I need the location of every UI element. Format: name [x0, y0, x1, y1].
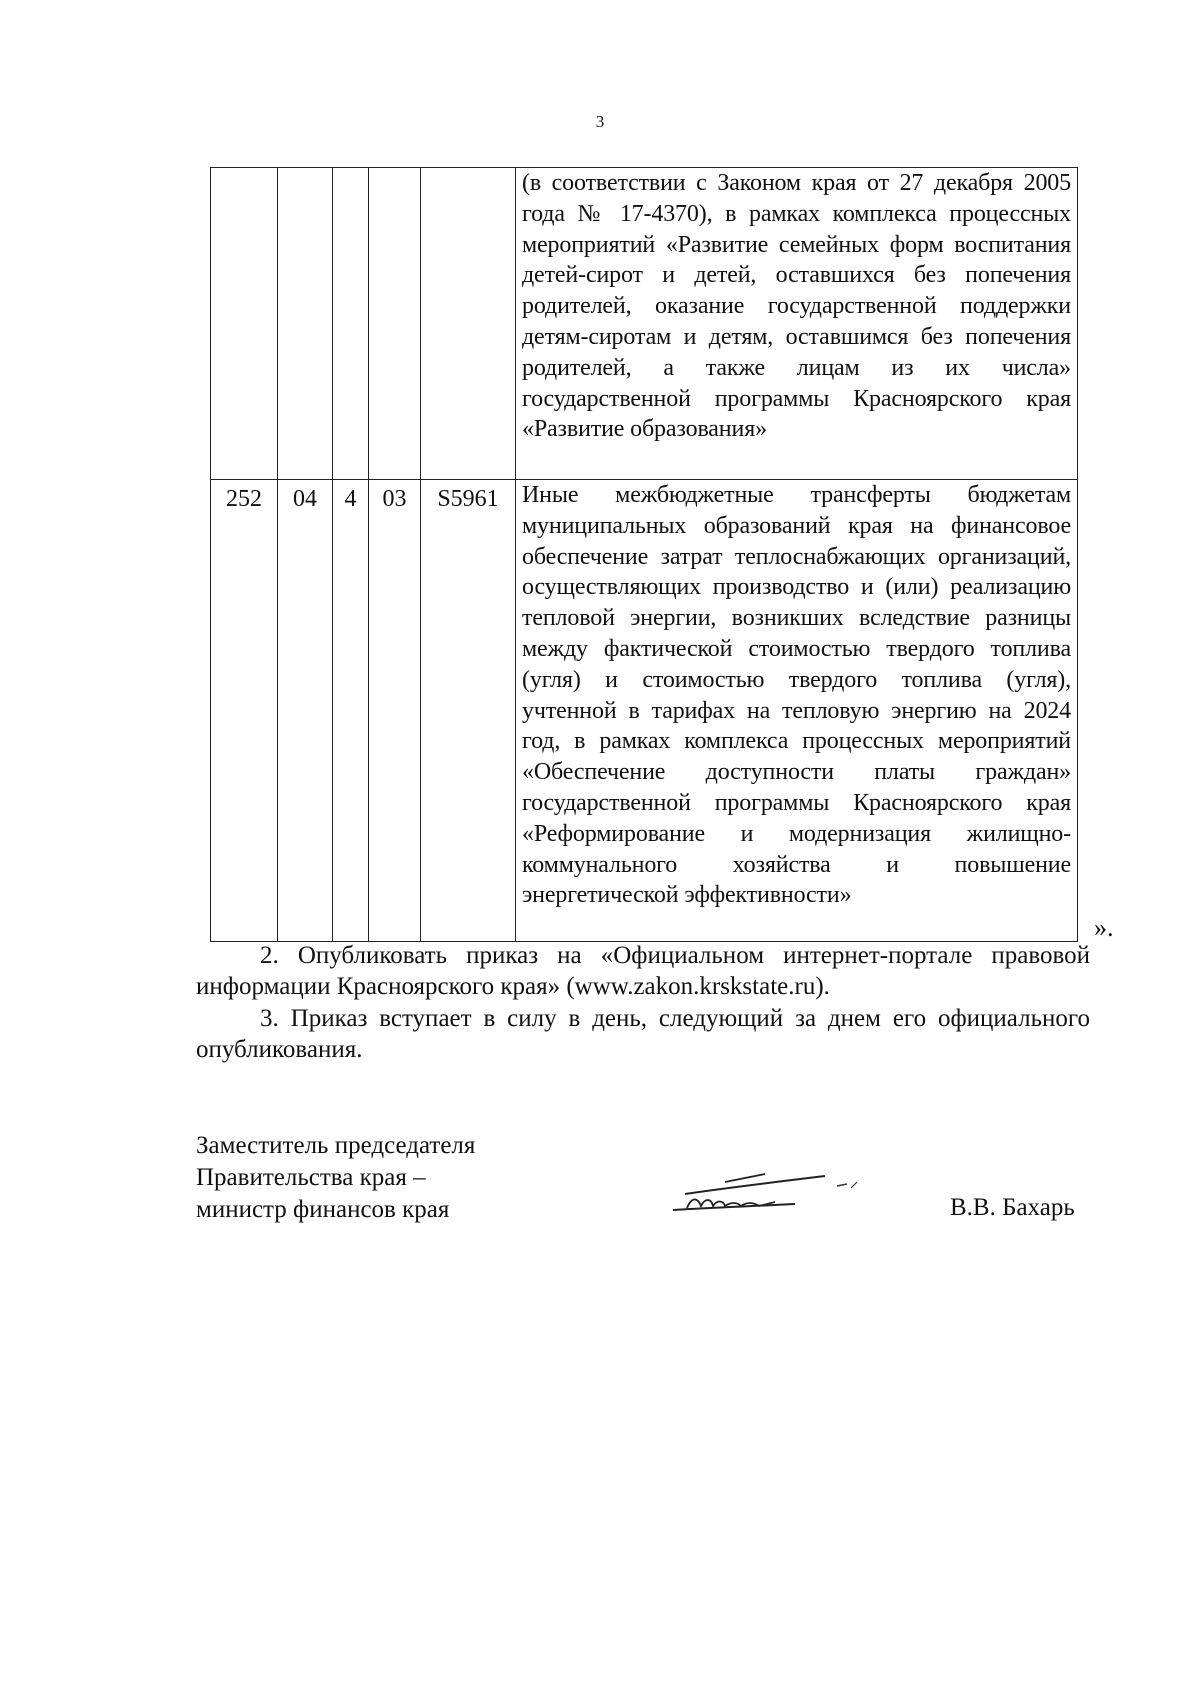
table-cell-code-2: [278, 168, 333, 480]
paragraph-publish: 2. Опубликовать приказ на «Официальном интернет-портале правовой информации Красноярского края» (www.zakon.krskstate.ru).: [196, 942, 1090, 1000]
table-row: [211, 168, 1078, 480]
signatory-title-line: Правительства края –: [196, 1164, 426, 1191]
table-cell-code-1: 252: [211, 480, 278, 942]
page-number: 3: [595, 112, 605, 131]
table-cell-description: (в соответствии с Законом края от 27 декабря 2005 года № 17-4370), в рамках комплекса процессных мероприятий «Развитие семейных форм воспитания детей-сирот и детей, оставшихся без попечения родителей, оказание государственной поддержки детям-сиротам и детям, оставшимся без попечения родителей, а также лицам из их числа» государственной программы Красноярского края «Развитие образования»: [516, 168, 1078, 480]
budget-classification-table: [210, 167, 1078, 942]
table-cell-code-3: 4: [333, 480, 369, 942]
table-cell-code-1: [211, 168, 278, 480]
signatory-title-line: министр финансов края: [196, 1196, 450, 1223]
handwritten-signature: [665, 1162, 865, 1222]
signatory-title-line: Заместитель председателя: [196, 1132, 476, 1159]
table-row: [211, 480, 1078, 942]
table-cell-code-5: [421, 168, 516, 480]
table-cell-code-4: [369, 168, 421, 480]
table-cell-code-2: 04: [278, 480, 333, 942]
table-cell-code-5: S5961: [421, 480, 516, 942]
table-cell-code-4: 03: [369, 480, 421, 942]
table-cell-description: Иные межбюджетные трансферты бюджетам муниципальных образований края на финансовое обеспечение затрат теплоснабжающих организаций, осуществляющих производство и (или) реализацию тепловой энергии, возникших вследствие разницы между фактической стоимостью твердого топлива (угля) и стоимостью твердого топлива (угля), учтенной в тарифах на тепловую энергию на 2024 год, в рамках комплекса процессных мероприятий «Обеспечение доступности платы граждан» государственной программы Красноярского края «Реформирование и модернизация жилищно-коммунального хозяйства и повышение энергетической эффективности»: [516, 480, 1078, 942]
table-cell-code-3: [333, 168, 369, 480]
signer-name: В.В. Бахарь: [950, 1194, 1075, 1221]
closing-quote-mark: ».: [1094, 913, 1114, 942]
signatory-title: [196, 1130, 475, 1226]
paragraph-effective: 3. Приказ вступает в силу в день, следующий за днем его официального опубликования.: [196, 1005, 1090, 1063]
